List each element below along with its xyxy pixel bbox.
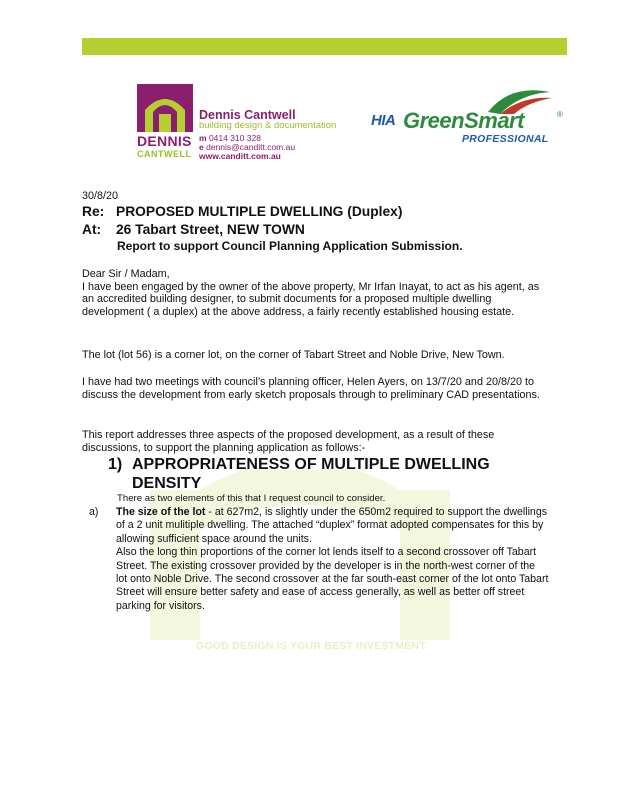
greensmart-wordmark: GreenSmart	[403, 108, 524, 133]
paragraph-engagement: I have been engaged by the owner of the above property, Mr Irfan Inayat, to act as his agent, as an accredited building designer, to submit documents for a proposed multiple dwelling development ( a duplex) at the above address, a fairly recently established housing estate.	[82, 280, 540, 318]
email-label: e	[199, 142, 204, 152]
logo-word-cantwell: CANTWELL	[137, 149, 192, 159]
header-accent-bar	[82, 38, 567, 55]
paragraph-meetings: I have had two meetings with council’s planning officer, Helen Ayers, on 13/7/20 and 20/8/20 to discuss the development from early sketch proposals through to preliminary CAD presentations.	[82, 376, 540, 401]
at-address: 26 Tabart Street, NEW TOWN	[116, 222, 305, 237]
dennis-cantwell-logo-icon	[137, 84, 193, 132]
report-subtitle: Report to support Council Planning Application Submission.	[117, 239, 463, 253]
re-label: Re:	[82, 204, 105, 219]
professional-label: PROFESSIONAL	[462, 133, 549, 145]
at-label: At:	[82, 222, 102, 237]
item-a-heading: The size of the lot	[116, 506, 206, 518]
section-title-line2: DENSITY	[132, 475, 202, 492]
watermark-slogan: GOOD DESIGN IS YOUR BEST INVESTMENT	[196, 640, 426, 652]
registered-mark: ®	[557, 110, 563, 119]
hia-wordmark: HIA	[371, 112, 396, 129]
brand-tagline: building design & documentation	[199, 120, 337, 131]
at-line	[82, 222, 305, 237]
list-item-a	[89, 506, 549, 613]
phone-label: m	[199, 133, 207, 143]
website-link[interactable]: www.canditt.com.au	[199, 151, 281, 161]
letter-date: 30/8/20	[82, 190, 119, 202]
phone-number: 0414 310 328	[208, 133, 261, 143]
paragraph-intro	[82, 268, 547, 318]
paragraph-report-scope: This report addresses three aspects of the proposed development, as a result of these discussions, to support the planning application as follows:-	[82, 429, 495, 454]
logo-word-dennis: DENNIS	[137, 133, 192, 149]
section-number: 1)	[108, 456, 123, 473]
list-marker: a)	[89, 506, 99, 518]
re-line	[82, 204, 402, 219]
re-subject: PROPOSED MULTIPLE DWELLING (Duplex)	[116, 204, 403, 219]
paragraph-lot: The lot (lot 56) is a corner lot, on the corner of Tabart Street and Noble Drive, New Town.	[82, 349, 505, 361]
email-address[interactable]: dennis@canditt.com.au	[206, 142, 296, 152]
section-title-line1: APPROPRIATENESS OF MULTIPLE DWELLING	[132, 456, 490, 473]
item-a-text: - at 627m2, is slightly under the 650m2 required to support the dwellings of a 2 unit mulitiple dwelling. The attached “duplex” format adopted compensates for this by allowing sufficient space around the units.	[116, 506, 548, 545]
item-a-text-continued: Also the long thin proportions of the corner lot lends itself to a second crossover off Tabart Street. The existing crossover provided by the developer is in the north-west corner of the lot onto Noble Drive. The second crossover at the far south-east corner of the lot onto Tabart Street will ensure better safety and ease of access generally, as well as better off street parking for visitors.	[116, 546, 549, 612]
salutation: Dear Sir / Madam,	[82, 268, 170, 280]
section-heading-1	[108, 455, 548, 493]
brand-name: Dennis Cantwell	[199, 108, 296, 122]
section-intro: There as two elements of this that I request council to consider.	[117, 493, 386, 504]
